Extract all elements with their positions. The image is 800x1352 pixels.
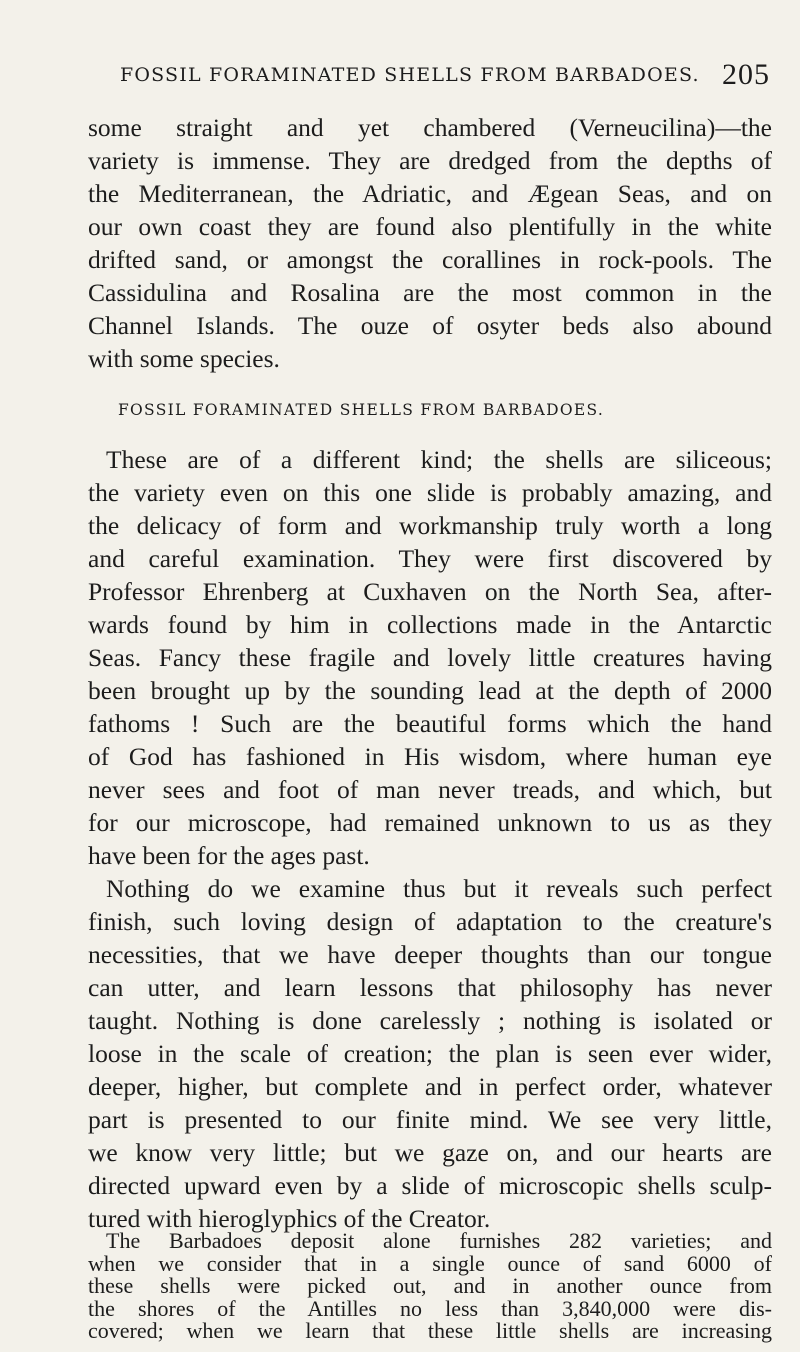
text-line: directed upward even by a slide of microscopic shells sculp-	[88, 1171, 772, 1200]
text-line: can utter, and learn lessons that philosophy has never	[88, 973, 772, 1002]
text-line: necessities, that we have deeper thoughts than our tongue	[88, 940, 772, 969]
text-line: Nothing do we examine thus but it reveals such perfect	[106, 874, 772, 903]
text-line: Channel Islands. The ouze of osyter beds also abound	[88, 311, 772, 340]
text-line: we know very little; but we gaze on, and our hearts are	[88, 1138, 772, 1167]
text-line: some straight and yet chambered (Verneucilina)—the	[88, 113, 772, 142]
text-line: loose in the scale of creation; the plan is seen ever wider,	[88, 1039, 772, 1068]
text-line: tured with hieroglyphics of the Creator.	[88, 1204, 491, 1233]
text-line: with some species.	[88, 344, 280, 373]
text-line: when we consider that in a single ounce of sand 6000 of	[88, 1250, 772, 1276]
text-line: deeper, higher, but complete and in perfect order, whatever	[88, 1072, 772, 1101]
text-line: our own coast they are found also plentifully in the white	[88, 212, 772, 241]
text-line: Professor Ehrenberg at Cuxhaven on the North Sea, after-	[88, 577, 772, 606]
text-line: these shells were picked out, and in another ounce from	[88, 1273, 772, 1298]
text-line: taught. Nothing is done carelessly ; nothing is isolated or	[88, 1006, 772, 1035]
text-line: the variety even on this one slide is probably amazing, and	[88, 478, 772, 507]
page-number: 205	[722, 58, 770, 91]
text-line: the delicacy of form and workmanship truly worth a long	[88, 511, 772, 540]
text-line: Seas. Fancy these fragile and lovely little creatures having	[88, 643, 772, 672]
text-line: and careful examination. They were first discovered by	[88, 544, 772, 573]
text-line: part is presented to our finite mind. We see very little,	[88, 1105, 772, 1134]
running-head	[120, 58, 770, 92]
text-line: never sees and foot of man never treads, and which, but	[88, 775, 772, 804]
text-line: Cassidulina and Rosalina are the most common in the	[88, 278, 772, 307]
text-line: These are of a different kind; the shells are siliceous;	[106, 445, 772, 474]
text-line: drifted sand, or amongst the corallines in rock-pools. The	[88, 245, 772, 274]
text-line: been brought up by the sounding lead at the depth of 2000	[88, 676, 772, 705]
text-line: have been for the ages past.	[88, 841, 370, 870]
text-line: fathoms ! Such are the beautiful forms which the hand	[88, 709, 772, 738]
text-line: The Barbadoes deposit alone furnishes 282 varieties; and	[106, 1228, 772, 1253]
running-title: FOSSIL FORAMINATED SHELLS FROM BARBADOES.	[120, 64, 700, 86]
text-line: the shores of the Antilles no less than 3,840,000 were dis-	[88, 1295, 772, 1321]
section-heading: FOSSIL FORAMINATED SHELLS FROM BARBADOES.	[118, 401, 605, 419]
text-line: of God has fashioned in His wisdom, where human eye	[88, 742, 772, 771]
text-line: finish, such loving design of adaptation to the creature's	[88, 907, 772, 936]
text-line: wards found by him in collections made in the Antarctic	[88, 610, 772, 639]
text-line: covered; when we learn that these little shells are increasing	[88, 1318, 772, 1343]
text-line: the Mediterranean, the Adriatic, and Ægean Seas, and on	[88, 179, 772, 208]
text-line: for our microscope, had remained unknown to us as they	[88, 808, 772, 837]
text-line: variety is immense. They are dredged from the depths of	[88, 146, 772, 175]
